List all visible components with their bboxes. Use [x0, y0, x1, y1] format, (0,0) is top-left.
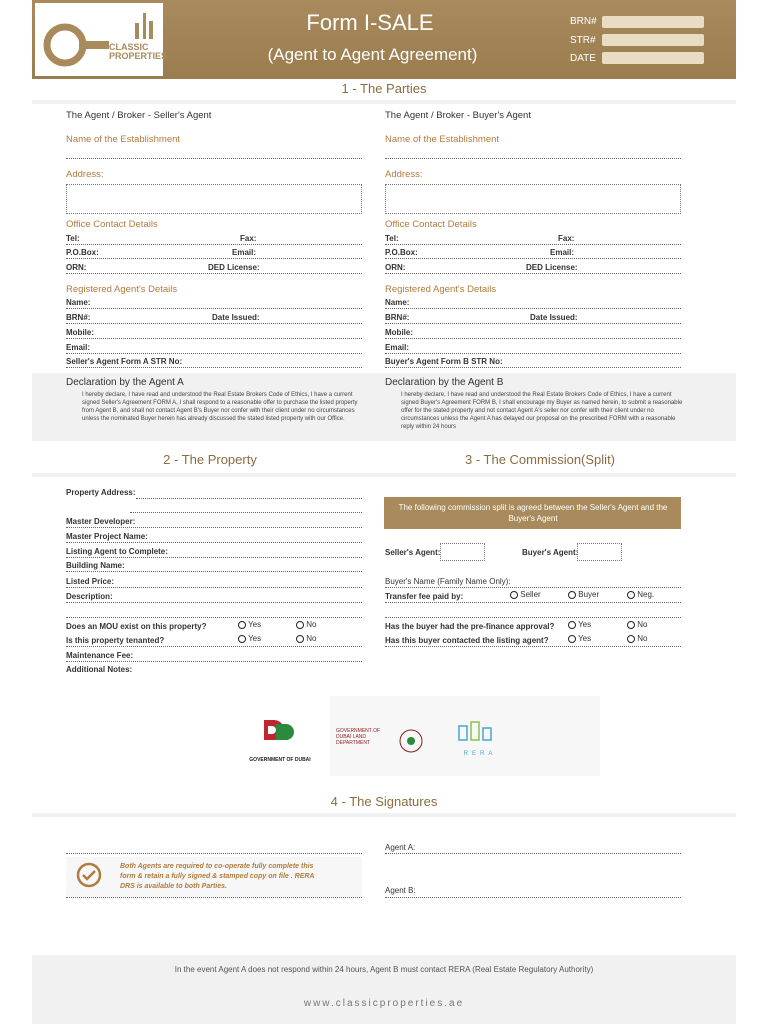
buyer-mobile-label: Mobile: [385, 328, 413, 337]
agent-b-signature-field[interactable] [385, 897, 681, 898]
buyer-mobile-field[interactable] [385, 338, 681, 339]
form-subtitle: (Agent to Agent Agreement) [267, 45, 478, 64]
radio-icon[interactable] [568, 591, 576, 599]
section-divider [32, 473, 736, 477]
building-field[interactable] [66, 571, 362, 572]
developer-label: Master Developer: [66, 517, 136, 526]
notes-label: Additional Notes: [66, 665, 133, 674]
brn-input[interactable] [602, 16, 704, 28]
radio-icon[interactable] [296, 621, 304, 629]
buyer-registered-label: Registered Agent's Details [385, 284, 497, 295]
radio-icon[interactable] [510, 591, 518, 599]
signature-note: Both Agents are required to co-operate fully complete this form & retain a fully signed & stamped copy on file . RERA DRS is available to both Parties. [120, 863, 315, 890]
contacted-no-label: No [637, 634, 648, 643]
seller-orn-label: ORN: [66, 263, 87, 272]
transfer-fee-label: Transfer fee paid by: [385, 592, 464, 601]
seller-date-issued-label: Date Issued: [212, 313, 260, 322]
radio-icon[interactable] [238, 621, 246, 629]
checkmark-icon [76, 862, 102, 888]
section-parties-title: 1 - The Parties [341, 81, 427, 96]
str-input[interactable] [602, 34, 704, 46]
agent-a-label: Agent A: [385, 843, 416, 852]
buyer-email2-field[interactable] [385, 353, 681, 354]
seller-fax-label: Fax: [240, 234, 257, 243]
classic-properties-logo-icon [35, 3, 168, 76]
description-field[interactable] [66, 602, 362, 603]
buyer-form-no-label: Buyer's Agent Form B STR No: [385, 357, 503, 366]
buyer-address-field[interactable] [385, 184, 681, 214]
prefinance-no-option[interactable] [627, 620, 647, 629]
seller-email2-label: Email: [66, 343, 91, 352]
buyer-agent-heading: The Agent / Broker - Buyer's Agent [385, 110, 531, 121]
building-label: Building Name: [66, 561, 125, 570]
seller-name-field[interactable] [66, 308, 362, 309]
buyer-address-label: Address: [385, 169, 423, 180]
section-divider [32, 100, 736, 104]
buyer-ded-label: DED License: [526, 263, 578, 272]
seller-establishment-label: Name of the Establishment [66, 134, 181, 145]
seller-agent-heading: The Agent / Broker - Seller's Agent [66, 110, 212, 121]
buyer-name-label: Name: [385, 298, 410, 307]
commission-banner-text: The following commission split is agreed between the Seller's Agent and the Buyer's Agent [398, 503, 668, 523]
seller-email2-field[interactable] [66, 353, 362, 354]
buyer-orn-field[interactable] [385, 273, 681, 274]
radio-icon[interactable] [568, 621, 576, 629]
tenanted-yes-option[interactable] [238, 634, 261, 643]
dubai-gov-logo [240, 718, 320, 768]
buyer-brn-label: BRN#: [385, 313, 410, 322]
radio-icon[interactable] [296, 635, 304, 643]
transfer-divider-2 [385, 617, 681, 618]
rera-text: RERA [463, 751, 497, 757]
mou-yes-option[interactable] [238, 620, 261, 629]
mou-question: Does an MOU exist on this property? [66, 622, 207, 631]
contacted-yes-label: Yes [578, 634, 592, 643]
tenanted-no-label: No [306, 634, 317, 643]
transfer-seller-option[interactable] [510, 590, 541, 599]
seller-declaration-title: Declaration by the Agent A [66, 377, 184, 388]
seller-office-label: Office Contact Details [66, 219, 158, 230]
seller-address-label: Address: [66, 169, 104, 180]
tenanted-divider [66, 646, 362, 647]
radio-icon[interactable] [627, 635, 635, 643]
transfer-buyer-option[interactable] [568, 590, 599, 599]
buyer-date-issued-label: Date Issued: [530, 313, 578, 322]
mou-no-option[interactable] [296, 620, 316, 629]
radio-icon[interactable] [627, 621, 635, 629]
company-logo [35, 3, 168, 76]
transfer-seller-label: Seller [520, 590, 541, 599]
buyer-agent-split-field[interactable] [577, 543, 622, 561]
buyer-pobox-field[interactable] [385, 258, 681, 259]
agent-a-signature-field[interactable] [385, 853, 681, 854]
form-title: Form I-SALE [306, 10, 434, 35]
mou-no-label: No [306, 620, 317, 629]
transfer-divider [385, 602, 681, 603]
brn-label: BRN# [570, 16, 597, 27]
seller-form-no-field[interactable] [66, 367, 362, 368]
date-input[interactable] [602, 52, 704, 64]
maintenance-label: Maintenance Fee: [66, 651, 134, 660]
seller-tel-label: Tel: [66, 234, 80, 243]
project-field[interactable] [66, 542, 362, 543]
seller-agent-split-field[interactable] [440, 543, 485, 561]
buyer-establishment-field[interactable] [385, 158, 681, 159]
seller-pobox-label: P.O.Box: [66, 248, 99, 257]
radio-icon[interactable] [568, 635, 576, 643]
maintenance-field[interactable] [66, 661, 362, 662]
seller-tel-field[interactable] [66, 244, 362, 245]
seller-agent-split-label: Seller's Agent: [385, 548, 441, 557]
buyer-establishment-label: Name of the Establishment [385, 134, 500, 145]
str-label: STR# [570, 35, 596, 46]
section-commission-title: 3 - The Commission(Split) [464, 452, 616, 467]
description-field-2[interactable] [66, 617, 362, 618]
seller-establishment-field[interactable] [66, 158, 362, 159]
logo-text: CLASSIC PROPERTIES [109, 42, 168, 61]
seller-brn-field[interactable] [66, 323, 362, 324]
listing-agent-label: Listing Agent to Complete: [66, 547, 168, 556]
seller-brn-label: BRN#: [66, 313, 91, 322]
buyer-tel-field[interactable] [385, 244, 681, 245]
signature-note-bottom-divider [66, 897, 362, 898]
description-label: Description: [66, 592, 113, 601]
prefinance-yes-option[interactable] [568, 620, 591, 629]
buyer-pobox-label: P.O.Box: [385, 248, 418, 257]
rera-logo [445, 718, 515, 768]
footer-website-link[interactable]: www.classicproperties.ae [303, 998, 465, 1009]
buyer-office-label: Office Contact Details [385, 219, 477, 230]
seller-pobox-field[interactable] [66, 258, 362, 259]
buyer-declaration-text: I hereby declare, I have read and understood the Real Estate Brokers Code of Ethics, I have a current signed Buyer's Agreement FORM B, I shall encourage my Buyer as named herein, to submit a reasonable offer for the stated property and not contact Agent A's seller nor confer with their client under no circumstances unless the Agent A has delayed our proposal on the prescribed FORM with a reasonable reply within 24 hours [401, 392, 683, 430]
section-divider [32, 813, 736, 817]
property-address-field[interactable] [136, 498, 362, 499]
buyer-form-no-field[interactable] [385, 367, 681, 368]
seller-registered-label: Registered Agent's Details [66, 284, 178, 295]
prefinance-no-label: No [637, 620, 648, 629]
buyer-fax-label: Fax: [558, 234, 575, 243]
seller-ded-label: DED License: [208, 263, 260, 272]
agent-b-label: Agent B: [385, 886, 416, 895]
buyer-agent-split-label: Buyer's Agent: [522, 548, 579, 557]
buyer-name-field[interactable] [385, 308, 681, 309]
mou-yes-label: Yes [248, 620, 262, 629]
price-label: Listed Price: [66, 577, 115, 586]
prefinance-yes-label: Yes [578, 620, 592, 629]
buyer-email2-label: Email: [385, 343, 410, 352]
transfer-buyer-label: Buyer [578, 590, 600, 599]
listing-agent-field[interactable] [66, 557, 362, 558]
buyer-email-label: Email: [550, 248, 575, 257]
radio-icon[interactable] [627, 591, 635, 599]
transfer-neg-label: Neg. [637, 590, 655, 599]
seller-orn-field[interactable] [66, 273, 362, 274]
contacted-divider [385, 646, 681, 647]
seller-form-no-label: Seller's Agent Form A STR No: [66, 357, 183, 366]
tenanted-yes-label: Yes [248, 634, 262, 643]
tenanted-question: Is this property tenanted? [66, 636, 165, 645]
seller-mobile-field[interactable] [66, 338, 362, 339]
tenanted-no-option[interactable] [296, 634, 316, 643]
property-address-field-2[interactable] [130, 512, 362, 513]
buyer-tel-label: Tel: [385, 234, 399, 243]
contacted-no-option[interactable] [627, 634, 647, 643]
land-department-text: GOVERNMENT OF DUBAI LAND DEPARTMENT [336, 728, 381, 746]
transfer-neg-option[interactable] [627, 590, 654, 599]
price-field[interactable] [66, 587, 362, 588]
seller-email-label: Email: [232, 248, 257, 257]
signature-note-top-divider [66, 853, 362, 854]
buyer-name-label: Buyer's Name (Family Name Only): [385, 577, 511, 586]
seller-name-label: Name: [66, 298, 91, 307]
seller-declaration-text: I hereby declare, I have read and understood the Real Estate Brokers Code of Ethics, I have a current signed Seller's Agreement FORM A, I shall respond to a reasonable offer to purchase the listed property from Agent B, and shall not contact Agent B's Buyer nor confer with their client under no circumstances unless the nominated Buyer herein has already discussed the stated listed property with our Office. [82, 392, 358, 422]
contacted-question: Has this buyer contacted the listing agent? [385, 636, 549, 645]
property-address-label: Property Address: [66, 488, 136, 497]
seller-address-field[interactable] [66, 184, 362, 214]
land-department-logo [336, 728, 426, 756]
prefinance-question: Has the buyer had the pre-finance approval? [385, 622, 555, 631]
section-property-title: 2 - The Property [163, 452, 257, 467]
radio-icon[interactable] [238, 635, 246, 643]
buyer-brn-field[interactable] [385, 323, 681, 324]
contacted-yes-option[interactable] [568, 634, 591, 643]
buyer-declaration-title: Declaration by the Agent B [385, 377, 504, 388]
footer-notice: In the event Agent A does not respond within 24 hours, Agent B must contact RERA (Real Estate Regulatory Authority) [174, 965, 594, 974]
dubai-gov-text: GOVERNMENT OF DUBAI [249, 757, 311, 763]
section-signatures-title: 4 - The Signatures [330, 794, 438, 809]
buyer-orn-label: ORN: [385, 263, 406, 272]
buyer-name-field[interactable] [385, 587, 681, 588]
date-label: DATE [570, 53, 596, 64]
project-label: Master Project Name: [66, 532, 148, 541]
land-department-seal-icon [398, 728, 424, 754]
rera-icon [445, 718, 515, 746]
developer-field[interactable] [66, 527, 362, 528]
dubai-gov-icon [240, 718, 320, 752]
seller-mobile-label: Mobile: [66, 328, 94, 337]
